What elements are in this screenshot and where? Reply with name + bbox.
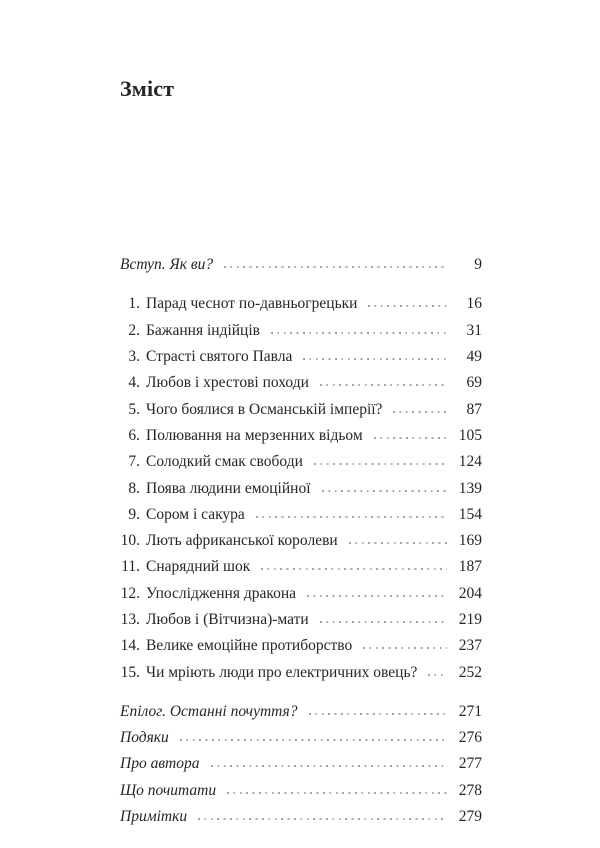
- toc-entry-title: Чи мріють люди про електричних овець?: [146, 663, 418, 681]
- toc-entry-page-number: 279: [458, 808, 482, 826]
- dotted-leader-line: [363, 647, 447, 649]
- toc-entry-number: 1.: [128, 295, 140, 313]
- toc-entry-number: 15.: [120, 663, 140, 681]
- toc-entry-page-number: 16: [466, 295, 482, 313]
- toc-entry-page-number: 87: [466, 400, 482, 418]
- toc-entry: [120, 554, 482, 580]
- toc-entry-title: Полювання на мерзенних відьом: [146, 426, 363, 444]
- toc-entry: [120, 528, 482, 554]
- dotted-leader-line: [211, 765, 448, 767]
- toc-entry-title: Велике емоційне протиборство: [146, 637, 353, 655]
- toc-entry-title: Вступ. Як ви?: [120, 256, 214, 274]
- toc-entry-number: 9.: [128, 505, 140, 523]
- toc-entry-page-number: 139: [458, 479, 482, 497]
- toc-entry: [120, 725, 482, 751]
- toc-entry: [120, 607, 482, 633]
- toc-entry-page-number: 105: [458, 426, 482, 444]
- dotted-leader-line: [307, 595, 447, 597]
- dotted-leader-line: [309, 713, 448, 715]
- toc-entry-page-number: 124: [458, 453, 482, 471]
- toc-entry-number: 6.: [128, 426, 140, 444]
- dotted-leader-line: [349, 542, 447, 544]
- toc-entry: [120, 633, 482, 659]
- toc-entry-page-number: 154: [458, 505, 482, 523]
- toc-entry-page-number: 252: [458, 663, 482, 681]
- toc-entry: [120, 502, 482, 528]
- toc-entry-title: Снарядний шок: [146, 558, 251, 576]
- toc-entry-number: 5.: [128, 400, 140, 418]
- toc-entry: [120, 370, 482, 396]
- dotted-leader-line: [428, 674, 447, 676]
- toc-entry-number: 4.: [128, 374, 140, 392]
- dotted-leader-line: [393, 411, 447, 413]
- dotted-leader-line: [374, 437, 447, 439]
- dotted-leader-line: [198, 818, 447, 820]
- toc-entry: [120, 699, 482, 725]
- toc-entry-title: Подяки: [120, 729, 169, 747]
- toc-entry-title: Парад чеснот по-давньогрецьки: [146, 295, 358, 313]
- toc-entry-page-number: 219: [458, 611, 482, 628]
- toc-entry-title: Любов і хрестові походи: [146, 374, 309, 392]
- dotted-leader-line: [303, 358, 447, 360]
- toc-entry-number: 12.: [120, 584, 140, 602]
- toc-entry-number: 13.: [120, 611, 140, 628]
- toc-entry-number: 8.: [128, 479, 140, 497]
- toc-entry-number: 10.: [120, 532, 140, 550]
- toc-entry-title: Чого боялися в Османській імперії?: [146, 400, 383, 418]
- toc-entry-title: Лють африканської королеви: [146, 532, 338, 550]
- toc-entry-title: Що почитати: [120, 781, 217, 799]
- dotted-leader-line: [314, 463, 447, 465]
- toc-entry: [120, 318, 482, 344]
- dotted-leader-line: [271, 332, 447, 334]
- toc-entry-title: Страсті святого Павла: [146, 348, 293, 366]
- toc-entry-title: Бажання індійців: [146, 321, 260, 339]
- toc-entry-number: 3.: [128, 348, 140, 366]
- toc-entry-page-number: 276: [458, 729, 482, 747]
- toc-entry-number: 11.: [121, 558, 140, 576]
- toc-entry-page-number: 169: [458, 532, 482, 550]
- toc-entry: [120, 475, 482, 501]
- page-title: Зміст: [120, 76, 175, 101]
- toc-entry-title: Епілог. Останні почуття?: [120, 702, 298, 720]
- toc-entry: [120, 778, 482, 804]
- toc-entry-page-number: 49: [466, 348, 482, 366]
- dotted-leader-line: [256, 516, 447, 518]
- toc-entry: [120, 291, 482, 317]
- toc-entry: [120, 751, 482, 777]
- dotted-leader-line: [320, 621, 447, 623]
- toc-entry-page-number: 277: [458, 755, 482, 773]
- toc-entry: [120, 344, 482, 370]
- dotted-leader-line: [368, 305, 447, 307]
- toc-entry: [120, 659, 482, 685]
- toc-entry-number: 14.: [120, 637, 140, 655]
- dotted-leader-line: [320, 384, 447, 386]
- toc-entry-title: Упослідження дракона: [146, 584, 297, 602]
- toc-entry-page-number: 271: [458, 702, 482, 720]
- toc-entry-title: Солодкий смак свободи: [146, 453, 303, 471]
- toc-entry-number: 7.: [128, 453, 140, 471]
- toc-entry-title: Любов і (Вітчизна)-мати: [146, 611, 309, 628]
- toc-entry-page-number: 278: [458, 781, 482, 799]
- toc-entry-page-number: 69: [466, 374, 482, 392]
- toc-entry: [120, 423, 482, 449]
- dotted-leader-line: [224, 266, 447, 268]
- table-of-contents: [120, 252, 482, 830]
- toc-entry: [120, 252, 482, 278]
- toc-entry-page-number: 31: [466, 321, 482, 339]
- toc-entry: [120, 804, 482, 830]
- toc-entry-title: Про автора: [120, 755, 200, 773]
- toc-entry-title: Сором і сакура: [146, 505, 245, 523]
- toc-entry-page-number: 204: [458, 584, 482, 602]
- toc-entry-number: 2.: [128, 321, 140, 339]
- toc-entry-page-number: 237: [458, 637, 482, 655]
- toc-entry-page-number: 9: [474, 256, 482, 274]
- toc-entry: [120, 396, 482, 422]
- dotted-leader-line: [261, 568, 447, 570]
- dotted-leader-line: [227, 792, 447, 794]
- toc-entry-page-number: 187: [458, 558, 482, 576]
- toc-entry: [120, 449, 482, 475]
- toc-entry-title: Примітки: [120, 808, 188, 826]
- dotted-leader-line: [180, 739, 447, 741]
- toc-entry: [120, 581, 482, 607]
- dotted-leader-line: [322, 490, 447, 492]
- toc-entry-title: Поява людини емоційної: [146, 479, 311, 497]
